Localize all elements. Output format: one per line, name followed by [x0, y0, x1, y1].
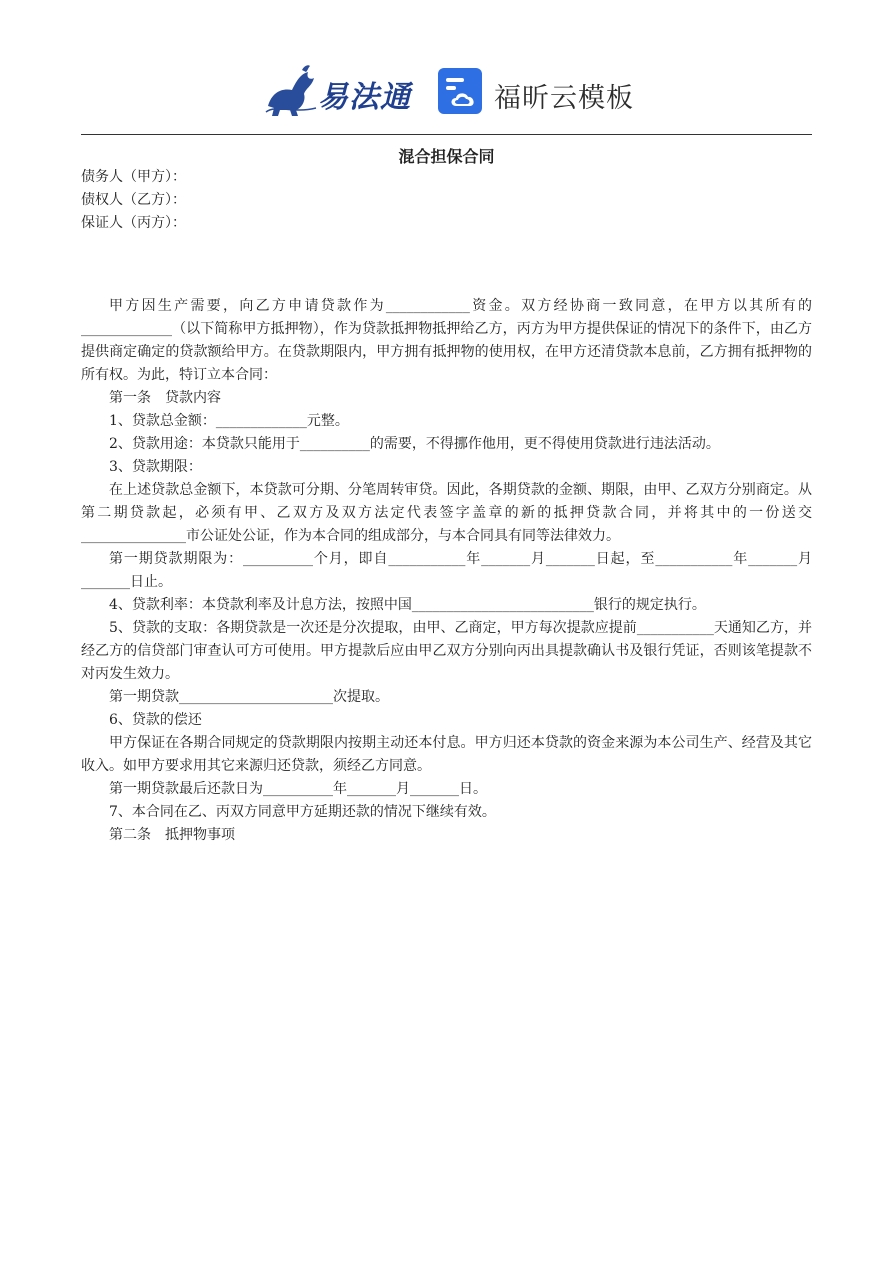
party-guarantor: 保证人（丙方）：: [81, 215, 186, 231]
clause-extension: 7、本合同在乙、丙双方同意甲方延期还款的情况下继续有效。: [109, 804, 496, 820]
clause-interest-rate: 4、贷款利率：本贷款利率及计息方法，按照中国__________________________银行的规定执行。: [109, 597, 706, 613]
document-body: [81, 166, 812, 847]
yifatong-logo-text: 易法通: [318, 80, 411, 115]
loan-term-paragraph: 在上述贷款总金额下，本贷款可分期、分笔周转审贷。因此，各期贷款的金额、期限，由甲、乙双方分别商定。从第二期贷款起，必须有甲、乙双方及双方法定代表签字盖章的新的抵押贷款合同，并将其中的一份送交_______________市公证处公证，作为本合同的组成部分，与本合同具有同等法律效力。: [81, 482, 812, 544]
document-title: 混合担保合同: [398, 147, 495, 166]
clause-loan-amount: 1、贷款总金额：_____________元整。: [109, 413, 349, 429]
cloud-document-icon: [436, 66, 484, 116]
preamble-paragraph: 甲方因生产需要，向乙方申请贷款作为____________资金。双方经协商一致同意，在甲方以其所有的_____________（以下简称甲方抵押物），作为贷款抵押物抵押给乙方，丙方为甲方提供保证的情况下的条件下，由乙方提供商定确定的贷款额给甲方。在贷款期限内，甲方拥有抵押物的使用权，在甲方还清贷款本息前，乙方拥有抵押物的所有权。为此，特订立本合同：: [81, 298, 812, 383]
fuxin-logo-text: 福昕云模板: [494, 83, 634, 114]
clause-loan-purpose: 2、贷款用途：本贷款只能用于__________的需要，不得挪作他用，更不得使用贷款进行违法活动。: [109, 436, 720, 452]
fuxin-logo: [436, 64, 636, 120]
clause-withdrawal: 5、贷款的支取：各期贷款是一次还是分次提取，由甲、乙商定，甲方每次提款应提前___________天通知乙方，并经乙方的信贷部门审查认可方可使用。甲方提款后应由甲乙双方分别向丙出具提款确认书及银行凭证，否则该笔提款不对丙发生效力。: [81, 620, 812, 682]
first-period-withdrawal: 第一期贷款______________________次提取。: [109, 689, 389, 705]
header-logos: [0, 58, 893, 128]
party-debtor: 债务人（甲方）：: [81, 169, 186, 185]
yifatong-logo: [262, 62, 412, 118]
repayment-paragraph: 甲方保证在各期合同规定的贷款期限内按期主动还本付息。甲方归还本贷款的资金来源为本公司生产、经营及其它收入。如甲方要求用其它来源归还贷款，须经乙方同意。: [81, 735, 812, 774]
clause-loan-term: 3、贷款期限：: [109, 459, 202, 475]
article-1-heading: 第一条 贷款内容: [109, 390, 221, 406]
first-period-repayment-date: 第一期贷款最后还款日为__________年_______月_______日。: [109, 781, 487, 797]
party-creditor: 债权人（乙方）：: [81, 192, 186, 208]
header-divider: [81, 134, 812, 135]
horse-icon: [262, 62, 320, 118]
clause-repayment: 6、贷款的偿还: [109, 712, 202, 728]
article-2-heading: 第二条 抵押物事项: [109, 827, 235, 843]
first-period-term: 第一期贷款期限为：__________个月，即自___________年_______月_______日起，至___________年_______月_______日止。: [81, 551, 812, 590]
